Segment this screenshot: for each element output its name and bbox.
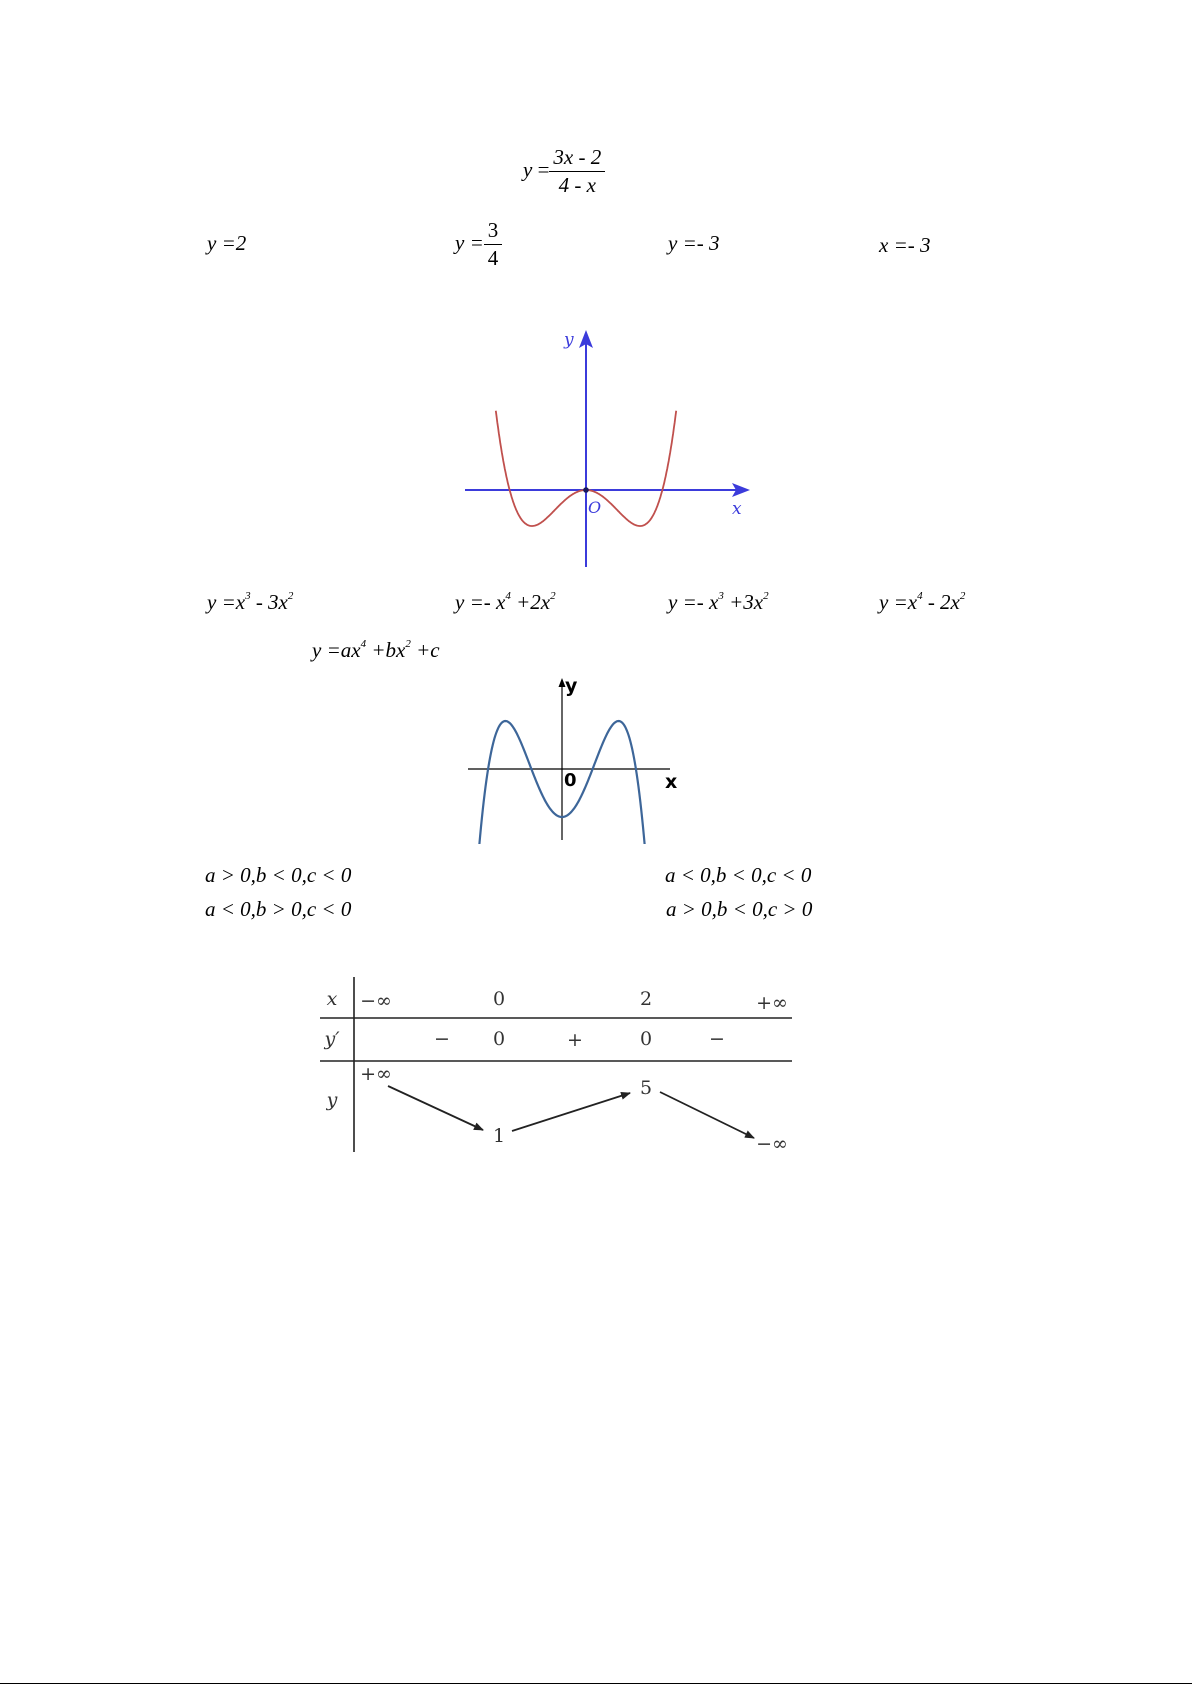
q4-derivative-zero: 0	[492, 1028, 506, 1050]
q4-row-label-y: y	[326, 1089, 338, 1111]
q4-y-value: −∞	[756, 1133, 788, 1155]
q3-graph	[450, 672, 700, 844]
q1-option-d[interactable]: x =- 3	[879, 233, 931, 257]
q2-option-b[interactable]	[455, 590, 556, 615]
q4-x-value: −∞	[360, 990, 392, 1012]
q4-row-label-derivative: y′	[324, 1028, 340, 1050]
q3-function-exp2: 2	[405, 638, 411, 650]
q4-derivative-zero: 0	[639, 1028, 653, 1050]
page-bottom-rule	[0, 1683, 1192, 1684]
q2-option-a-exp1: 3	[245, 590, 251, 602]
q2-origin-label: O	[588, 498, 602, 517]
q2-graph	[460, 322, 760, 572]
q3-y-label: y	[565, 675, 578, 697]
q3-option-b[interactable]: a < 0,b < 0,c < 0	[665, 863, 812, 887]
q2-y-label: y	[564, 330, 574, 350]
q3-origin-label: 0	[564, 770, 577, 791]
q2-option-d-mid: - 2x	[922, 590, 960, 614]
q4-derivative-sign: −	[709, 1028, 725, 1050]
q1-option-a[interactable]: y =2	[207, 231, 247, 255]
q3-x-label: x	[665, 771, 678, 793]
q2-option-a-mid: - 3x	[250, 590, 288, 614]
q3-function-mid: +bx	[366, 638, 406, 662]
q1-option-b[interactable]	[455, 218, 502, 271]
q1-function-fraction	[549, 145, 605, 198]
q3-function-post: +c	[410, 638, 440, 662]
q4-y-value: 1	[492, 1125, 506, 1147]
q2-option-d-exp1: 4	[917, 590, 923, 602]
q3-function-pre: y =ax	[312, 638, 361, 662]
q3-option-c[interactable]: a < 0,b > 0,c < 0	[205, 897, 352, 921]
q4-derivative-sign: +	[567, 1029, 583, 1051]
q1-option-b-numerator: 3	[484, 218, 503, 245]
q3-function	[312, 638, 440, 663]
q2-option-b-mid: +2x	[510, 590, 551, 614]
q4-decrease-arrow-icon	[660, 1092, 754, 1138]
q2-origin-dot	[583, 487, 589, 493]
q2-option-c-exp2: 2	[763, 590, 769, 602]
q4-increase-arrow-icon	[512, 1093, 630, 1131]
q2-option-c-pre: y =- x	[668, 590, 719, 614]
q1-option-c[interactable]: y =- 3	[668, 231, 720, 255]
q1-option-b-fraction	[484, 218, 503, 271]
q1-function: y = $\frac{3x - 2}{4 - x}$	[523, 145, 605, 198]
q1-function-numerator: 3x - 2	[549, 145, 605, 172]
q1-function-lhs: y	[523, 157, 533, 182]
q4-x-value: 2	[639, 988, 653, 1010]
q4-x-value: +∞	[756, 992, 788, 1014]
q3-option-a[interactable]: a > 0,b < 0,c < 0	[205, 863, 352, 887]
q2-option-c-mid: +3x	[723, 590, 764, 614]
q4-y-value: 5	[639, 1077, 653, 1099]
q2-option-a-pre: y =x	[207, 590, 246, 614]
q4-row-label-x: x	[326, 988, 338, 1010]
q2-x-label: x	[732, 499, 742, 519]
q2-option-b-pre: y =- x	[455, 590, 506, 614]
q3-option-d[interactable]: a > 0,b < 0,c > 0	[666, 897, 813, 921]
q3-function-exp1: 4	[360, 638, 367, 650]
q2-option-c[interactable]	[668, 590, 769, 615]
q2-option-d[interactable]	[879, 590, 965, 615]
q4-variation-table	[316, 975, 800, 1157]
q2-option-d-exp2: 2	[959, 590, 966, 602]
q1-option-b-lhs: y =	[455, 230, 484, 255]
q1-function-denominator: 4 - x	[558, 173, 596, 197]
q4-y-value: +∞	[360, 1063, 392, 1085]
q4-decrease-arrow-icon	[388, 1086, 483, 1130]
q1-option-b-denominator: 4	[487, 246, 499, 270]
q2-option-a[interactable]	[207, 590, 293, 615]
q2-option-a-exp2: 2	[287, 590, 294, 602]
q4-x-value: 0	[492, 988, 506, 1010]
q2-option-d-pre: y =x	[879, 590, 918, 614]
q2-option-b-exp1: 4	[505, 590, 511, 602]
q4-derivative-sign: −	[434, 1028, 450, 1050]
q2-option-b-exp2: 2	[550, 590, 556, 602]
q2-option-c-exp1: 3	[718, 590, 724, 602]
